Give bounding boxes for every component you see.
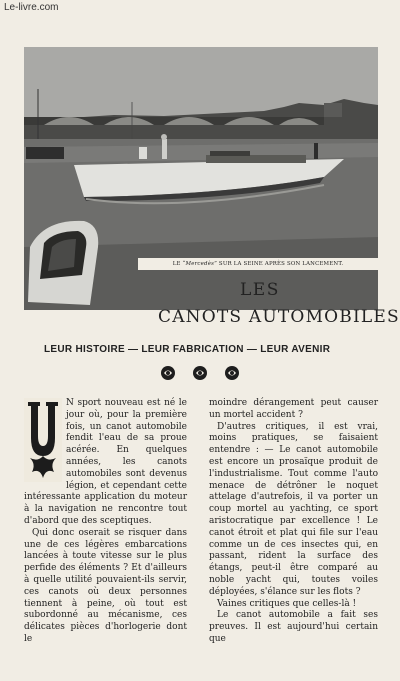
caption-prefix: LE “: [172, 261, 186, 267]
article-subtitle: LEUR HISTOIRE — LEUR FABRICATION — LEUR AVENIR: [44, 344, 331, 355]
ornament-icon: [160, 365, 176, 381]
article-column-right: [209, 398, 378, 646]
paragraph: Vaines critiques que celles-là !: [217, 598, 357, 609]
ornament-icon: [224, 365, 240, 381]
paragraph: Qui donc oserait se risquer dans une de ces légères embarcations lancées à toute vitesse sur le plus perfide des éléments ? Et d'ailleurs à quelle utilité pouvaient-ils servir, ces canots où deux personnes tiennent à peine, où tout est subordonné au mécanisme, ces délicates pièces d'horlogerie dont le: [24, 527, 187, 644]
caption-suffix: ” SUR LA SEINE APRÈS SON LANCEMENT.: [214, 261, 344, 267]
article-title-line2: CANOTS AUTOMOBILES: [158, 307, 400, 327]
photo-caption: [138, 258, 378, 270]
boat-photo: [24, 47, 378, 310]
seine-boat-illustration: [24, 47, 378, 310]
watermark: Le-livre.com: [4, 2, 59, 13]
article-title-line1: LES: [240, 280, 280, 300]
paragraph: moindre dérangement peut causer un mortel accident ?: [209, 398, 378, 420]
ornament-icon: [192, 365, 208, 381]
caption-boat-name: Mercedès: [185, 261, 215, 267]
dropcap-initial: [24, 398, 62, 482]
paragraph: N sport nouveau est né le jour où, pour la première fois, un canot automobile fendit l'eau de sa proue acérée. En quelques années, les canots automobiles sont devenus légion, et cependant cette intéressante application du moteur à la navigation ne rencontre tout d'abord que des sceptiques.: [24, 398, 187, 526]
paragraph: D'autres critiques, il est vrai, moins pratiques, se faisaient entendre : — Le canot automobile est encore un prosaïque produit de l'industrialisme. Tout comme l'auto menace de détrôner le noquet attelage d'autrefois, il va porter un coup mortel au yachting, ce sport aristocratique par excellence ! Le canot étroit et plat qui file sur l'eau comme un de ces insectes qui, en passant, rident la surface des étangs, peut-il être comparé au noble yacht qui, toutes voiles déployées, s'élance sur les flots ?: [209, 421, 378, 597]
article-column-left: [24, 398, 187, 646]
dropcap-ornament-icon: [24, 398, 62, 482]
paragraph: Le canot automobile a fait ses preuves. Il est aujourd'hui certain que: [209, 610, 378, 644]
